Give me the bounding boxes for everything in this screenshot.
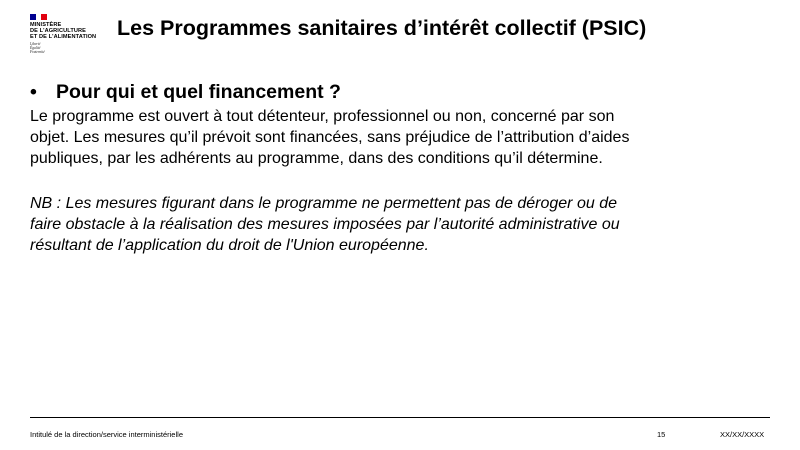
bullet-marker: • xyxy=(30,81,37,103)
body-line-2: objet. Les mesures qu’il prévoit sont financées, sans préjudice de l’attribution d’aides xyxy=(30,129,630,146)
footer-date: XX/XX/XXXX xyxy=(720,430,765,439)
logo-line-1: MINISTÈRE xyxy=(30,22,62,28)
footer-page-number: 15 xyxy=(657,430,666,439)
motto-fraternite: Fraternité xyxy=(30,50,45,54)
body-paragraph xyxy=(30,106,730,169)
page-title: Les Programmes sanitaires d’intérêt collectif (PSIC) xyxy=(117,16,647,40)
logo-motto xyxy=(30,42,110,54)
section-heading-text: Pour qui et quel financement ? xyxy=(56,81,341,103)
body-line-1: Le programme est ouvert à tout détenteur, professionnel ou non, concerné par son xyxy=(30,108,615,125)
section-heading xyxy=(30,81,341,104)
note-line-2: faire obstacle à la réalisation des mesures imposées par l’autorité administrative ou xyxy=(30,216,620,233)
logo-line-2: DE L'AGRICULTURE xyxy=(30,28,86,34)
body-line-3: publiques, par les adhérents au programme, dans des conditions qu’il détermine. xyxy=(30,150,603,167)
logo-line-3: ET DE L'ALIMENTATION xyxy=(30,34,97,40)
motto-liberte: Liberté xyxy=(30,42,41,46)
note-paragraph xyxy=(30,193,730,256)
note-line-1: NB : Les mesures figurant dans le programme ne permettent pas de déroger ou de xyxy=(30,195,617,212)
motto-egalite: Égalité xyxy=(30,46,41,50)
flag-red xyxy=(41,14,47,20)
footer-divider xyxy=(30,417,770,418)
ministry-logo xyxy=(30,14,110,54)
note-line-3: résultant de l’application du droit de l'Union européenne. xyxy=(30,237,429,254)
french-flag-icon xyxy=(30,14,47,20)
footer-direction: Intitulé de la direction/service interministérielle xyxy=(30,430,183,439)
